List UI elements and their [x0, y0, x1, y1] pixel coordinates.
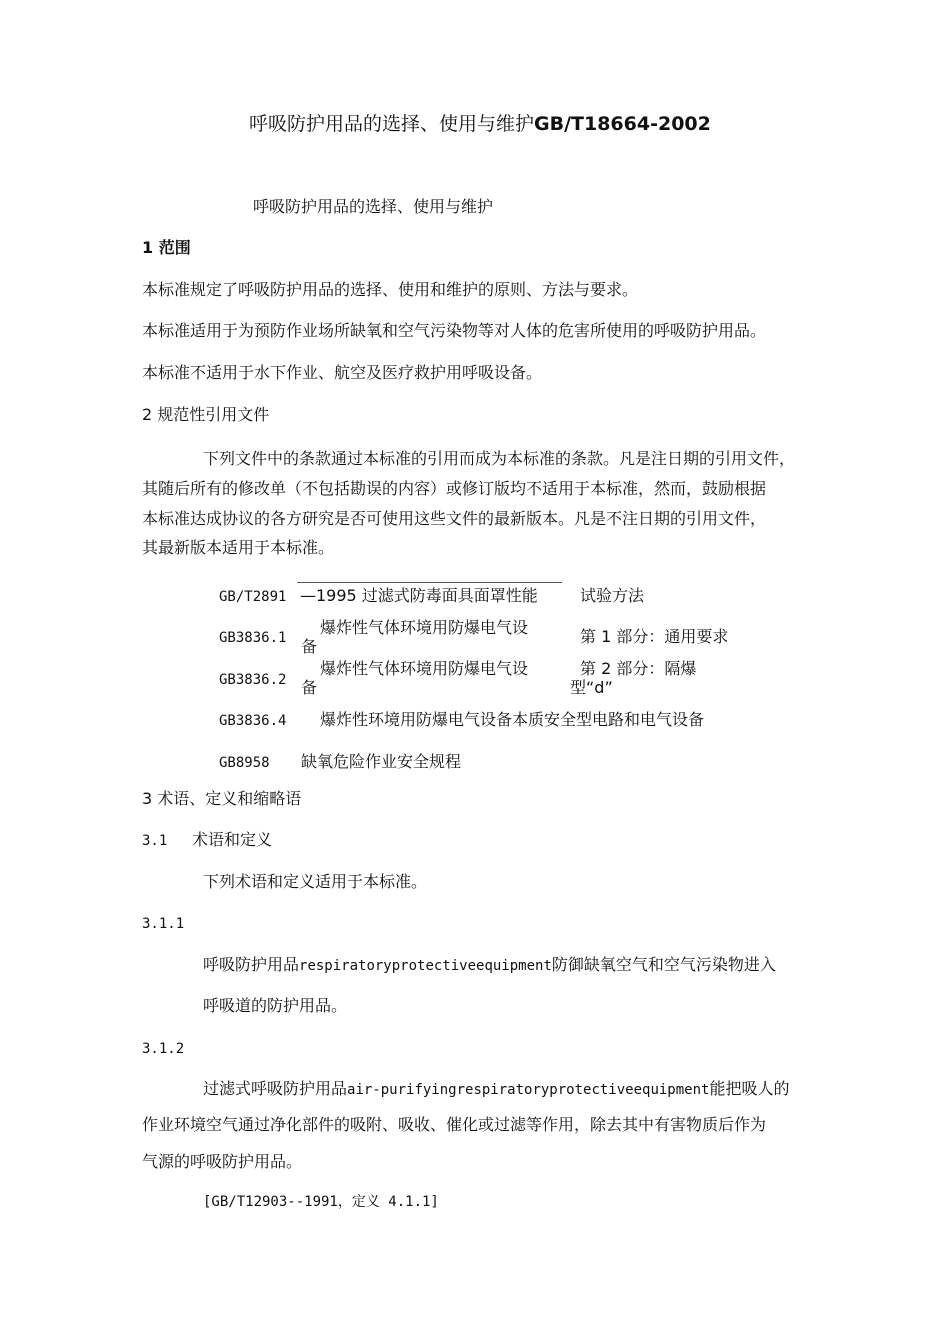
title-code: GB/T18664-2002: [534, 113, 711, 135]
section-1-paragraph-1: 本标准规定了呼吸防护用品的选择、使用和维护的原则、方法与要求。: [142, 280, 639, 299]
section-3-1-2-line-1: [203, 1079, 789, 1100]
reference-part: 第 1 部分：通用要求: [580, 627, 729, 646]
section-3-1-number: 3.1: [142, 833, 168, 849]
section-3-1-1-line-1: [203, 955, 776, 976]
term-zh: 呼吸防护用品: [203, 955, 300, 974]
reference-description-wrap: 备: [301, 637, 318, 656]
page-title: [249, 112, 711, 136]
reference-code: GB3836.1: [219, 630, 287, 646]
term-definition: 防御缺氧空气和空气污染物进入: [551, 955, 776, 974]
term-zh: 过滤式呼吸防护用品: [203, 1079, 348, 1098]
section-3-1-title: 术语和定义: [192, 830, 273, 849]
reference-code: GB3836.4: [219, 713, 287, 729]
section-3-1-2-number: 3.1.2: [142, 1041, 185, 1057]
section-2-paragraph-line: 本标准达成协议的各方研究是否可使用这些文件的最新版本。凡是不注日期的引用文件，: [142, 509, 767, 528]
reference-code: GB3836.2: [219, 672, 287, 688]
section-1-heading: 1 范围: [142, 238, 191, 257]
section-2-paragraph-line: 下列文件中的条款通过本标准的引用而成为本标准的条款。凡是注日期的引用文件，: [203, 449, 796, 468]
section-3-1-2-line-2: 作业环境空气通过净化部件的吸附、吸收、催化或过滤等作用，除去其中有害物质后作为: [142, 1115, 767, 1134]
citation: [GB/T12903--1991，定义 4.1.1]: [203, 1194, 439, 1210]
section-3-heading: 3 术语、定义和缩略语: [142, 789, 302, 808]
reference-code: GB/T2891: [219, 589, 287, 605]
reference-part: 第 2 部分：隔爆: [580, 659, 697, 678]
section-3-1-1-number: 3.1.1: [142, 916, 185, 932]
term-en: respiratoryprotectiveequipment: [299, 958, 552, 974]
reference-description: 爆炸性气体环境用防爆电气设: [320, 659, 529, 678]
reference-description: —1995 过滤式防毒面具面罩性能: [300, 586, 538, 605]
reference-description: 爆炸性气体环境用防爆电气设: [320, 618, 529, 637]
reference-code: GB8958: [219, 755, 270, 771]
subtitle: 呼吸防护用品的选择、使用与维护: [253, 197, 494, 216]
term-definition: 能把吸人的: [709, 1079, 790, 1098]
title-text: 呼吸防护用品的选择、使用与维护: [249, 113, 535, 135]
section-3-1-paragraph: 下列术语和定义适用于本标准。: [203, 872, 428, 891]
reference-description-wrap: 备: [301, 678, 318, 697]
term-en: air-purifyingrespiratoryprotectiveequipment: [347, 1082, 710, 1098]
reference-part: 试验方法: [580, 586, 645, 605]
section-1-paragraph-2: 本标准适用于为预防作业场所缺氧和空气污染物等对人体的危害所使用的呼吸防护用品。: [142, 321, 767, 340]
section-3-1-2-line-3: 气源的呼吸防护用品。: [142, 1152, 303, 1171]
section-3-1-1-line-2: 呼吸道的防护用品。: [203, 996, 348, 1015]
table-rule: [297, 582, 562, 583]
section-2-paragraph-line: 其随后所有的修改单（不包括勘误的内容）或修订版均不适用于本标准，然而，鼓励根据: [142, 479, 767, 498]
reference-description: 爆炸性环境用防爆电气设备本质安全型电路和电气设备: [320, 710, 705, 729]
reference-description: 缺氧危险作业安全规程: [301, 752, 462, 771]
section-2-paragraph-line: 其最新版本适用于本标准。: [142, 538, 335, 557]
section-1-paragraph-3: 本标准不适用于水下作业、航空及医疗救护用呼吸设备。: [142, 363, 543, 382]
reference-part-wrap: 型“d”: [570, 678, 613, 697]
section-2-heading: 2 规范性引用文件: [142, 405, 270, 424]
